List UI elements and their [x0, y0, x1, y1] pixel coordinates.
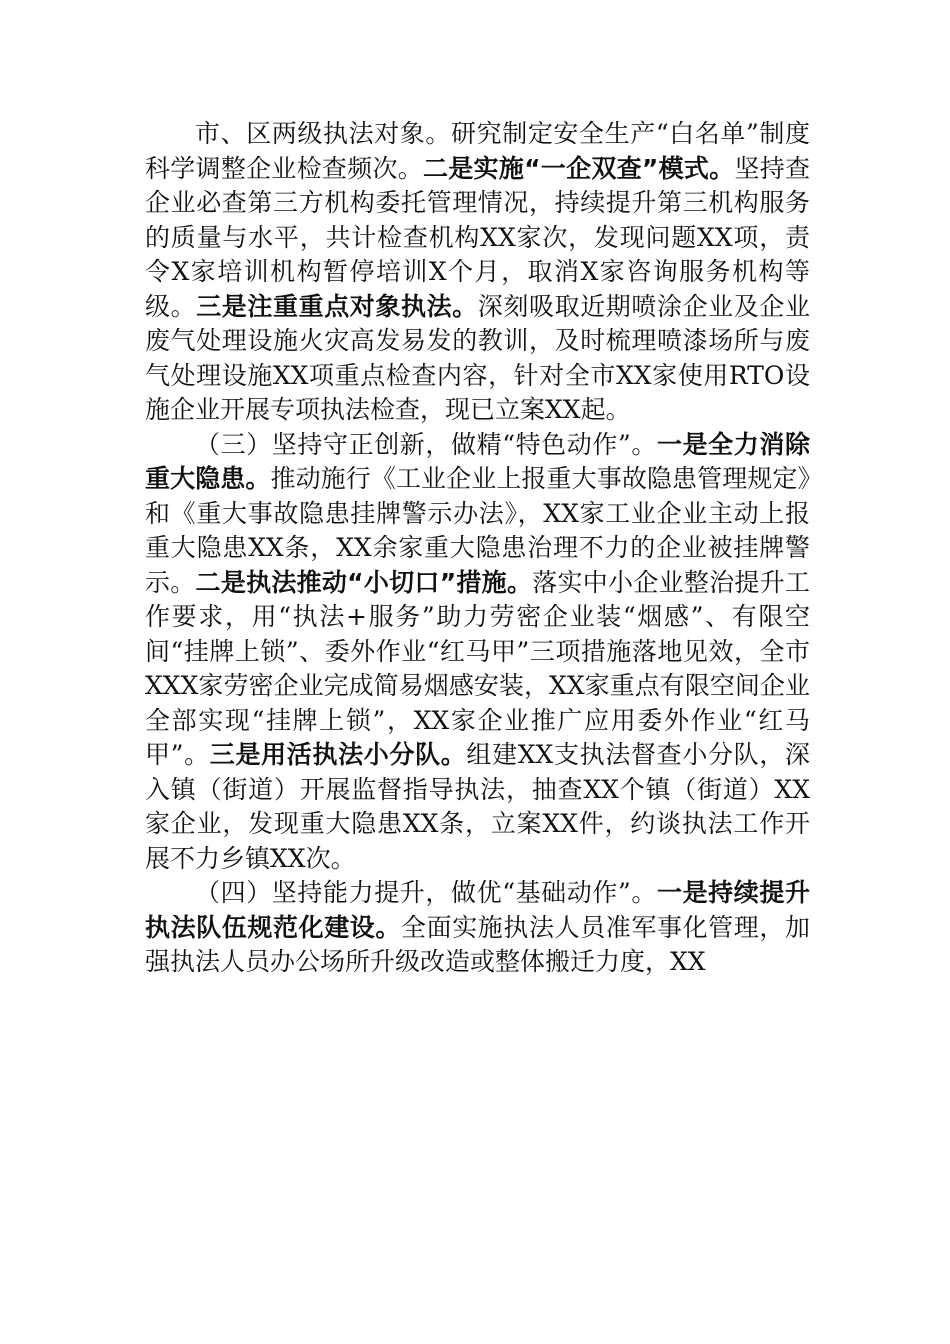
bold-heading-segment: 一是持续提升执法队伍规范化建设。	[145, 878, 810, 942]
text-segment: 落实中小企业整治提升工作要求，用“执法+服务”助力劳密企业装“烟感”、有限空间“挂牌上锁”、委外作业“红马甲”三项措施落地见效，全市XXX家劳密企业完成简易烟感安装，XX家重点有限空间企业全部实现“挂牌上锁”，XX家企业推广应用委外作业“红马甲”。	[145, 567, 810, 769]
bold-heading-segment: 三是注重重点对象执法。	[196, 291, 478, 321]
bold-heading-segment: 二是实施“一企双查”模式。	[423, 153, 735, 183]
text-segment: 市、区两级执法对象。研究制定安全生产“白名单”制度科学调整企业检查频次。	[145, 119, 810, 183]
paragraph-1	[145, 117, 810, 428]
section-heading-segment: （三）坚持守正创新，做精“特色动作”。	[195, 429, 657, 459]
body-text	[145, 117, 810, 980]
text-segment: 全面实施执法人员准军事化管理，加强执法人员办公场所升级改造或整体搬迁力度，XX	[145, 912, 810, 976]
bold-heading-segment: 二是执法推动“小切口”措施。	[195, 567, 533, 597]
text-segment: 坚持查企业必查第三方机构委托管理情况，持续提升第三机构服务的质量与水平，共计检查机构XX家次，发现问题XX项，责令X家培训机构暂停培训X个月，取消X家咨询服务机构等级。	[145, 153, 810, 321]
text-segment: 组建XX支执法督查小分队，深入镇（街道）开展监督指导执法，抽查XX个镇（街道）XX家企业，发现重大隐患XX条，立案XX件，约谈执法工作开展不力乡镇XX次。	[145, 740, 810, 873]
text-segment: 深刻吸取近期喷涂企业及企业废气处理设施火灾高发易发的教训，及时梳理喷漆场所与废气处理设施XX项重点检查内容，针对全市XX家使用RTO设施企业开展专项执法检查，现已立案XX起。	[145, 291, 810, 424]
bold-heading-segment: 一是全力消除重大隐患。	[145, 429, 810, 493]
paragraph-3	[145, 876, 810, 980]
text-segment: 推动施行《工业企业上报重大事故隐患管理规定》和《重大事故隐患挂牌警示办法》，XX家工业企业主动上报重大隐患XX条，XX余家重大隐患治理不力的企业被挂牌警示。	[145, 464, 810, 597]
bold-heading-segment: 三是用活执法小分队。	[209, 740, 467, 769]
paragraph-2	[145, 428, 810, 877]
section-heading-segment: （四）坚持能力提升，做优“基础动作”。	[195, 878, 657, 907]
